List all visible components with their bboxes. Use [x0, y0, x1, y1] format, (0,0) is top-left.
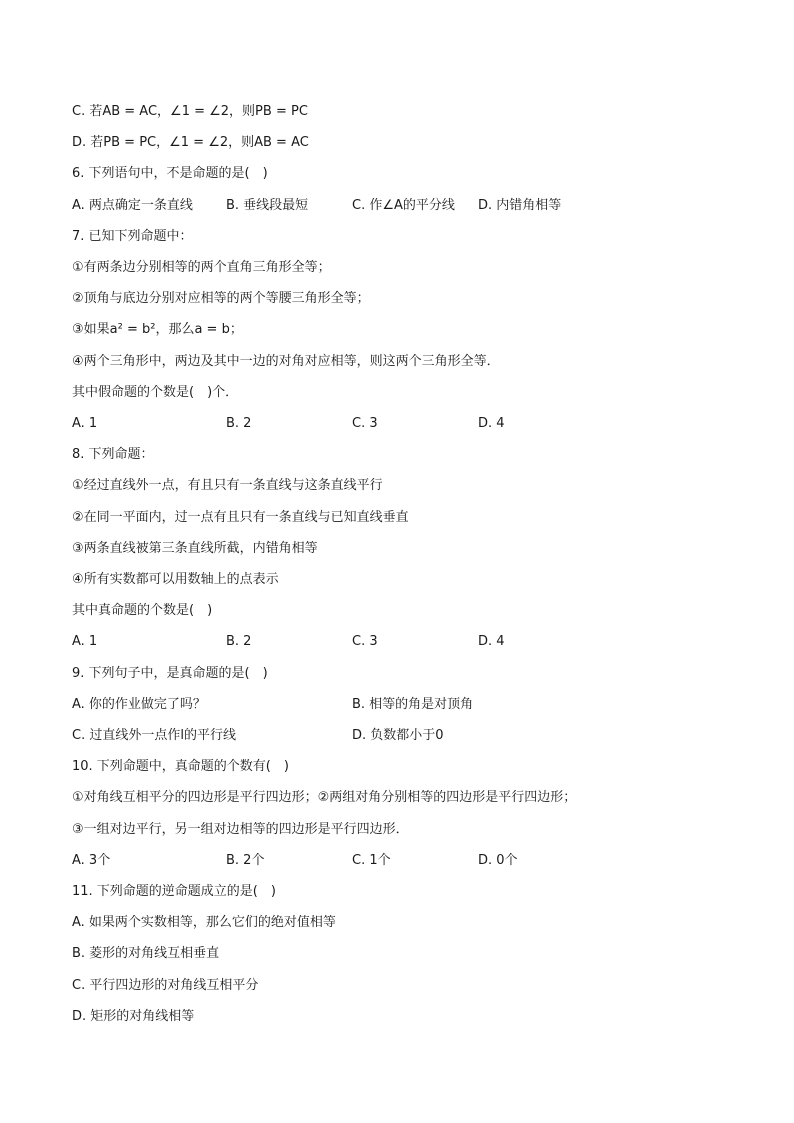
q8-option-b: B. 2 — [226, 634, 252, 649]
option-line: C. 若AB = AC，∠1 = ∠2，则PB = PC — [72, 104, 308, 119]
question-8: 8. 下列命题： — [72, 447, 154, 462]
q8-statement-1: ①经过直线外一点，有且只有一条直线与这条直线平行 — [72, 478, 383, 493]
q7-statement-1: ①有两条边分别相等的两个直角三角形全等； — [72, 260, 331, 275]
q7-option-d: D. 4 — [478, 416, 505, 431]
q8-option-c: C. 3 — [352, 634, 378, 649]
q8-option-d: D. 4 — [478, 634, 505, 649]
option-line: D. 若PB = PC，∠1 = ∠2，则AB = AC — [72, 135, 309, 150]
q11-option-a: A. 如果两个实数相等，那么它们的绝对值相等 — [72, 915, 336, 930]
q10-option-b: B. 2个 — [226, 853, 265, 868]
question-10: 10. 下列命题中，真命题的个数有( ) — [72, 759, 289, 774]
q9-option-a: A. 你的作业做完了吗？ — [72, 697, 206, 712]
q8-ask: 其中真命题的个数是( ) — [72, 603, 213, 618]
q10-statement-2: ③一组对边平行，另一组对边相等的四边形是平行四边形． — [72, 822, 409, 837]
q11-option-c: C. 平行四边形的对角线互相平分 — [72, 978, 259, 993]
question-9: 9. 下列句子中，是真命题的是( ) — [72, 666, 268, 681]
question-6: 6. 下列语句中，不是命题的是( ) — [72, 166, 268, 181]
q7-option-c: C. 3 — [352, 416, 378, 431]
question-11: 11. 下列命题的逆命题成立的是( ) — [72, 884, 276, 899]
q8-statement-2: ②在同一平面内，过一点有且只有一条直线与已知直线垂直 — [72, 510, 409, 525]
q9-option-d: D. 负数都小于0 — [352, 728, 444, 743]
q11-option-b: B. 菱形的对角线互相垂直 — [72, 946, 220, 961]
q6-option-b: B. 垂线段最短 — [226, 198, 309, 213]
q7-option-b: B. 2 — [226, 416, 252, 431]
q6-option-a: A. 两点确定一条直线 — [72, 198, 193, 213]
q7-statement-4: ④两个三角形中，两边及其中一边的对角对应相等，则这两个三角形全等． — [72, 354, 500, 369]
q8-statement-4: ④所有实数都可以用数轴上的点表示 — [72, 572, 279, 587]
q7-statement-3: ③如果a² = b²，那么a = b； — [72, 322, 243, 337]
q10-option-c: C. 1个 — [352, 853, 391, 868]
q10-statement-1: ①对角线互相平分的四边形是平行四边形；②两组对角分别相等的四边形是平行四边形； — [72, 790, 577, 805]
q6-option-c: C. 作∠A的平分线 — [352, 198, 455, 213]
q10-option-a: A. 3个 — [72, 853, 111, 868]
q7-option-a: A. 1 — [72, 416, 98, 431]
q8-statement-3: ③两条直线被第三条直线所截，内错角相等 — [72, 541, 318, 556]
q7-ask: 其中假命题的个数是( )个． — [72, 385, 239, 400]
q11-option-d: D. 矩形的对角线相等 — [72, 1009, 195, 1024]
q6-option-d: D. 内错角相等 — [478, 198, 562, 213]
q9-option-c: C. 过直线外一点作l的平行线 — [72, 728, 236, 743]
question-7: 7. 已知下列命题中： — [72, 229, 193, 244]
q10-option-d: D. 0个 — [478, 853, 518, 868]
q7-statement-2: ②顶角与底边分别对应相等的两个等腰三角形全等； — [72, 291, 370, 306]
q9-option-b: B. 相等的角是对顶角 — [352, 697, 474, 712]
q8-option-a: A. 1 — [72, 634, 98, 649]
